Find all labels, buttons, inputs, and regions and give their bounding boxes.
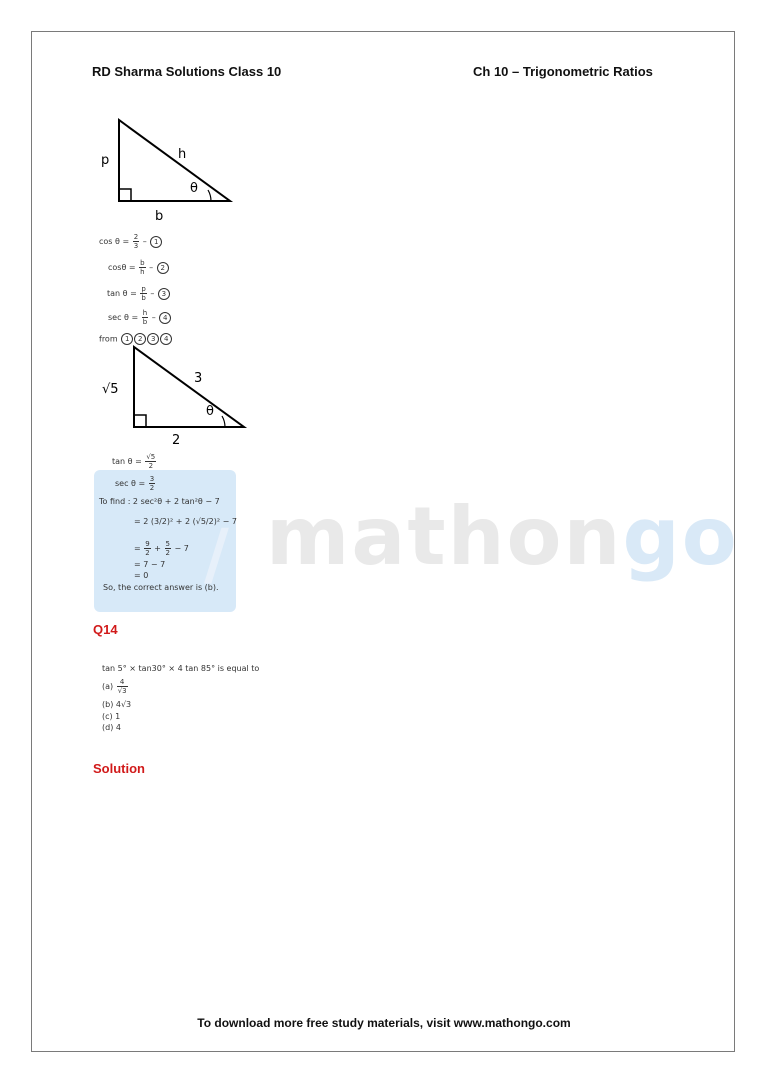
eq1-fraction (133, 233, 139, 250)
work-step2-frac-2 (165, 540, 171, 557)
triangle-1-label-hyp: h (178, 147, 187, 162)
work-conclusion: So, the correct answer is (b). (103, 583, 219, 592)
triangle-2-right-angle-mark (134, 415, 146, 427)
work-tan-num: √5 (146, 453, 156, 461)
watermark-text-main: mathon (266, 490, 623, 583)
work-step2-den-1: 2 (145, 549, 150, 557)
header-chapter-title: Ch 10 – Trigonometric Ratios (473, 64, 653, 79)
work-sec-num: 3 (149, 475, 155, 483)
work-step2-eq: = (134, 544, 141, 553)
eq1-tag: 1 (150, 236, 162, 248)
triangle-1-label-adj: b (155, 209, 164, 224)
eq3-den: b (141, 294, 146, 302)
work-step2-frac-1 (144, 540, 150, 557)
equation-row-4: sec θ = $\frac{h}{b}$ – 4 (108, 309, 171, 326)
triangle-2-label-opp: √5 (102, 382, 119, 397)
equation-row-3: tan θ = $\frac{p}{b}$ – 3 (107, 285, 170, 302)
work-step2-plus: + (154, 544, 161, 553)
footer-download-note: To download more free study materials, visit www.mathongo.com (197, 1016, 571, 1030)
option-a (102, 678, 129, 695)
triangle-2-outline (134, 347, 244, 427)
option-a-fraction (117, 678, 128, 695)
solution-label: Solution (93, 761, 145, 776)
work-step2-minus: − 7 (174, 544, 189, 553)
work-step-3: = 7 − 7 (134, 560, 166, 569)
header-book-title: RD Sharma Solutions Class 10 (92, 64, 282, 79)
work-sec-line (115, 475, 156, 492)
from-tag-1: 1 (121, 333, 133, 345)
watermark-slash-glyph: / (204, 515, 229, 594)
option-c: (c) 1 (102, 712, 121, 721)
eq1-den: 3 (133, 242, 139, 250)
eq2-lhs: cosθ = (108, 263, 136, 272)
triangle-1-outline (119, 120, 230, 201)
eq2-fraction (139, 259, 145, 276)
option-d: (d) 4 (102, 723, 121, 732)
eq1-num: 2 (133, 233, 139, 241)
eq2-tag: 2 (157, 262, 169, 274)
right-triangle-diagram-2 (96, 342, 256, 450)
watermark-wordmark (266, 490, 739, 583)
eq3-tag: 3 (158, 288, 170, 300)
work-to-find: To find : 2 sec²θ + 2 tan²θ − 7 (99, 497, 220, 506)
eq3-num: p (141, 285, 146, 293)
eq2-den: h (140, 268, 145, 276)
equation-row-2: cosθ = $\frac{b}{h}$ – 2 (108, 259, 169, 276)
work-step2-num-2: 5 (165, 540, 170, 548)
work-tan-line (112, 453, 157, 470)
from-tag-4: 4 (160, 333, 172, 345)
work-step-2 (134, 540, 189, 557)
triangle-2-label-angle: θ (206, 404, 214, 419)
option-a-num: 4 (117, 678, 128, 687)
question-text: tan 5° × tan30° × 4 tan 85° is equal to (102, 664, 260, 673)
work-sec-den: 2 (149, 484, 155, 492)
triangle-1-angle-arc (208, 190, 211, 201)
from-tag-3: 3 (147, 333, 159, 345)
triangle-1-right-angle-mark (119, 189, 131, 201)
eq4-num: h (142, 309, 148, 317)
right-triangle-diagram-1 (95, 112, 245, 227)
option-a-prefix: (a) (102, 682, 114, 691)
eq3-lhs: tan θ = (107, 289, 137, 298)
eq1-lhs: cos θ = (99, 237, 130, 246)
triangle-1-label-angle: θ (190, 181, 198, 196)
eq4-lhs: sec θ = (108, 313, 139, 322)
work-tan-den: 2 (148, 462, 154, 470)
from-text: from (99, 334, 118, 344)
work-sec-lhs: sec θ = (115, 479, 146, 488)
work-step-4: = 0 (134, 571, 149, 580)
equation-row-1: cos θ = $\frac{2}{3}$ – 1 (99, 233, 162, 250)
option-b: (b) 4√3 (102, 700, 132, 709)
work-sec-fraction (149, 475, 155, 492)
from-tag-2: 2 (134, 333, 146, 345)
eq3-fraction (140, 285, 146, 302)
eq2-num: b (140, 259, 145, 267)
work-tan-fraction (145, 453, 156, 470)
triangle-2-label-adj: 2 (172, 433, 181, 448)
eq4-fraction (142, 309, 148, 326)
work-step2-den-2: 2 (165, 549, 170, 557)
watermark-text-accent: go (622, 490, 739, 583)
triangle-1-label-opp: p (101, 153, 110, 168)
triangle-2-angle-arc (222, 416, 225, 427)
work-step2-num-1: 9 (145, 540, 150, 548)
option-a-den: √3 (117, 687, 127, 695)
eq4-den: b (142, 318, 148, 326)
triangle-2-label-hyp: 3 (194, 371, 203, 386)
work-step-1: = 2 (3/2)² + 2 (√5/2)² − 7 (134, 517, 237, 526)
question-label: Q14 (93, 622, 118, 637)
eq4-tag: 4 (159, 312, 171, 324)
work-tan-lhs: tan θ = (112, 457, 142, 466)
